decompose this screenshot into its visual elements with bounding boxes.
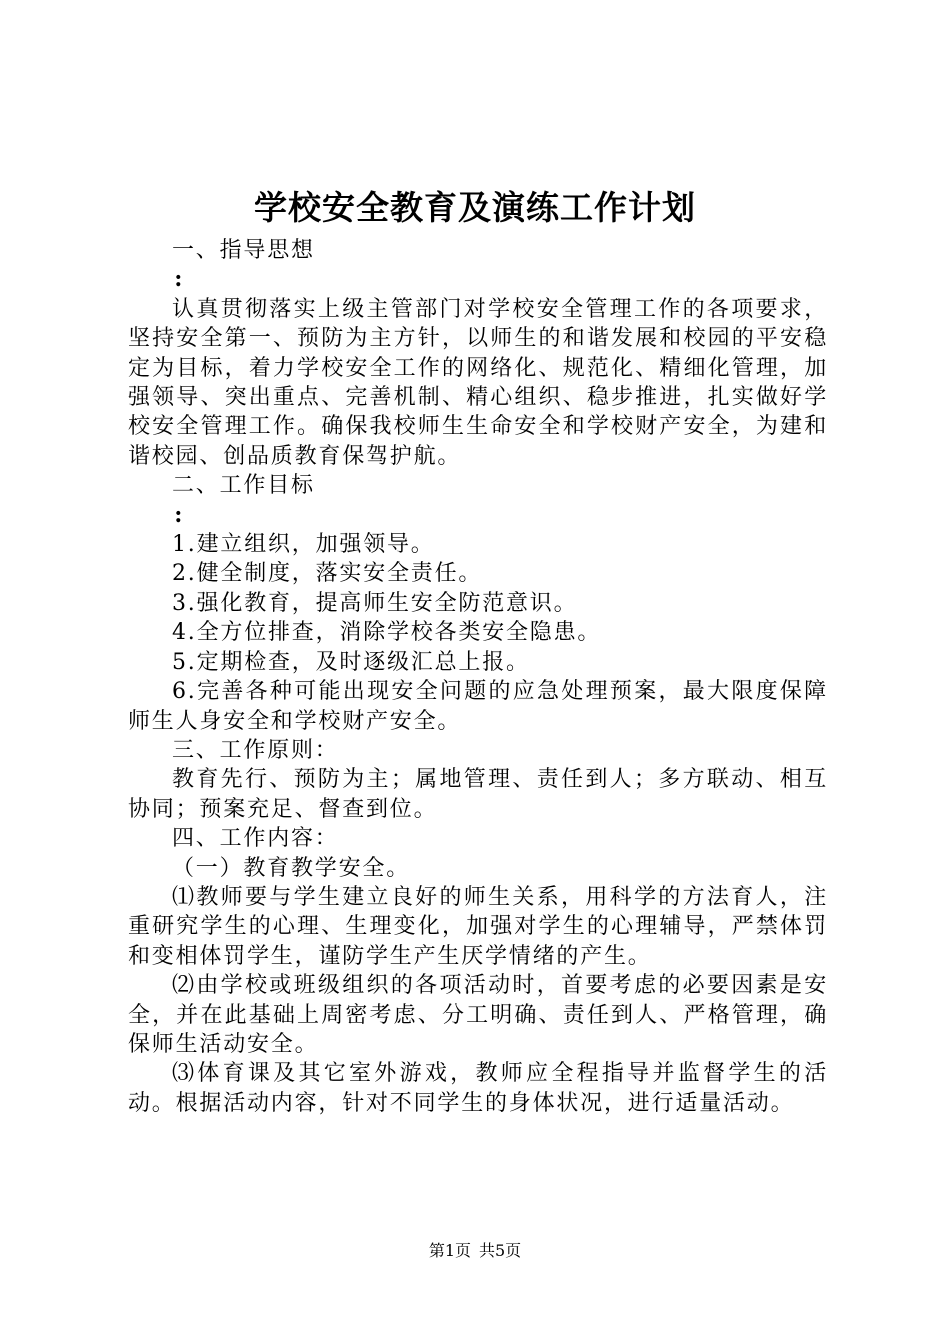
page-total: 共5页 [479,1241,522,1260]
list-item: 3.强化教育，提高师生安全防范意识。 [172,590,578,616]
section-heading: 二、工作目标 [172,473,315,499]
paragraph: 认真贯彻落实上级主管部门对学校安全管理工作的各项要求，坚持安全第一、预防为主方针，以师生的和谐发展和校园的平安稳定为目标，着力学校安全工作的网络化、规范化、精细化管理，加强领导、突出重点、完善机制、精心组织、稳步推进，扎实做好学校安全管理工作。确保我校师生生命安全和学校财产安全，为建和谐校园、创品质教育保驾护航。 [128,296,828,469]
list-item: 6.完善各种可能出现安全问题的应急处理预案，最大限度保障师生人身安全和学校财产安全。 [128,679,828,734]
document-title: 学校安全教育及演练工作计划 [254,188,696,227]
paragraph: ⑵由学校或班级组织的各项活动时，首要考虑的必要因素是安全，并在此基础上周密考虑、分工明确、责任到人、严格管理，确保师生活动安全。 [128,973,828,1057]
document-body [128,236,828,1118]
list-item: 2.健全制度，落实安全责任。 [172,561,483,587]
colon-mark: : [174,501,185,528]
page-number: 第1页 [428,1241,471,1260]
list-item: 1.建立组织，加强领导。 [172,532,435,558]
list-item: 5.定期检查，及时逐级汇总上报。 [172,649,530,675]
paragraph: ⑶体育课及其它室外游戏，教师应全程指导并监督学生的活动。根据活动内容，针对不同学生的身体状况，进行适量活动。 [128,1061,828,1116]
subsection-heading: （一）教育教学安全。 [172,855,411,881]
colon-mark: : [174,266,185,293]
paragraph: 教育先行、预防为主；属地管理、责任到人；多方联动、相互协同；预案充足、督查到位。 [128,767,828,822]
list-item: 4.全方位排查，消除学校各类安全隐患。 [172,620,602,646]
section-heading: 一、指导思想 [172,238,315,263]
section-heading: 三、工作原则： [172,737,339,763]
page-footer [0,1240,950,1262]
section-heading: 四、工作内容： [172,826,339,852]
paragraph: ⑴教师要与学生建立良好的师生关系，用科学的方法育人，注重研究学生的心理、生理变化，加强对学生的心理辅导，严禁体罚和变相体罚学生，谨防学生产生厌学情绪的产生。 [128,884,828,969]
